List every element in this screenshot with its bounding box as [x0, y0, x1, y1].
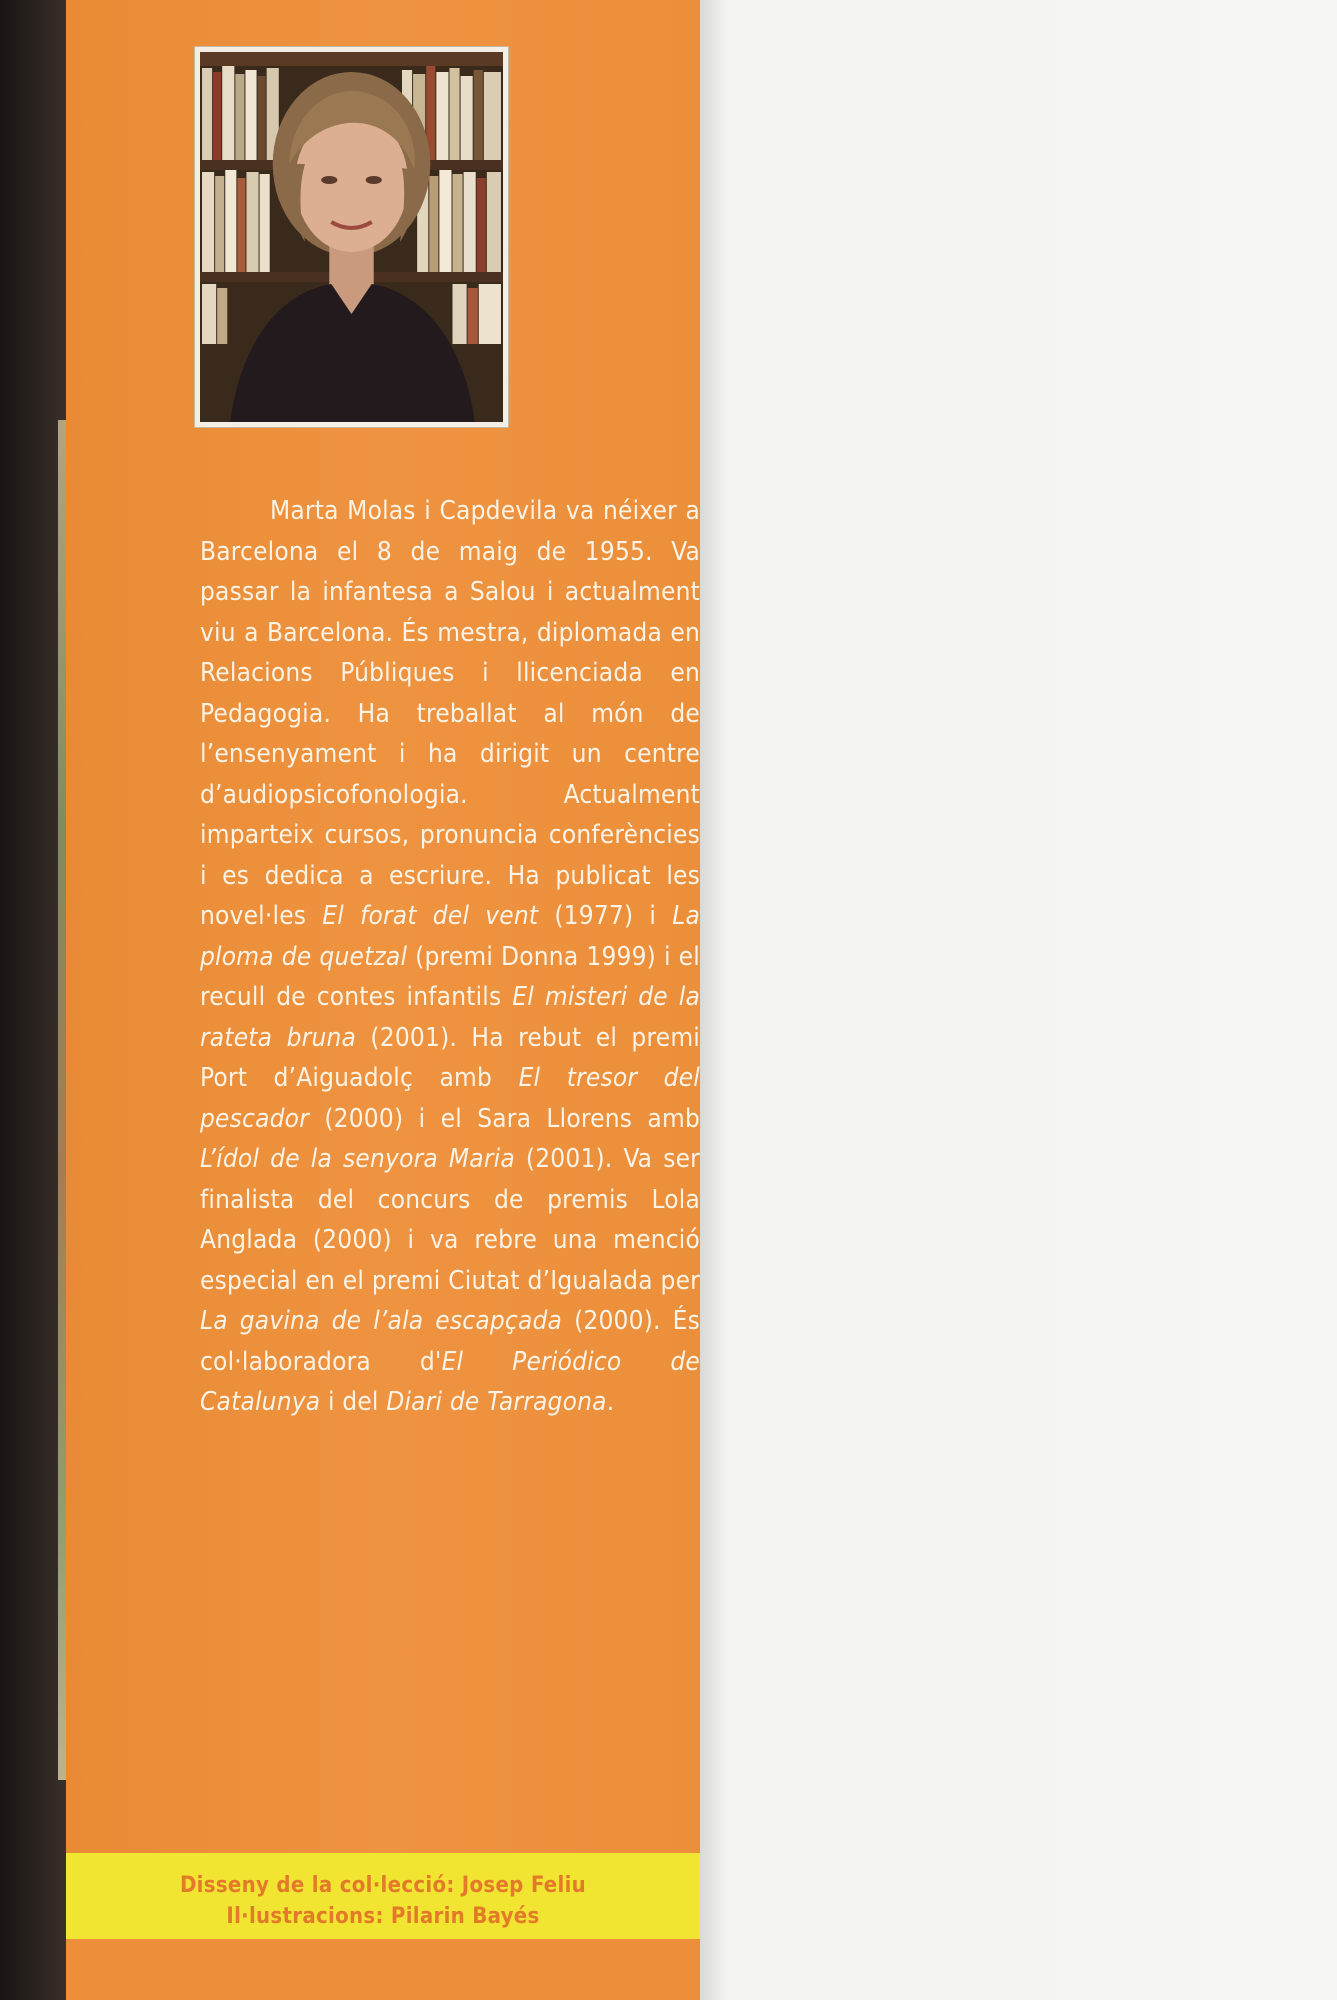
book-spine: [0, 0, 66, 2000]
author-biography: Marta Molas i Capdevila va néixer a Barcelona el 8 de maig de 1955. Va passar la infantesa a Salou i actualment viu a Barcelona. És mestra, diplomada en Relacions Públiques i llicenciada en Pedagogia. Ha treballat al món de l’ensenyament i ha dirigit un centre d’audiopsicofonologia. Actualment imparteix cursos, pronuncia conferències i es dedica a escriure. Ha publicat les novel·les El forat del vent (1977) i La ploma de quetzal (premi Donna 1999) i el recull de contes infantils El misteri de la rateta bruna (2001). Ha rebut el premi Port d’Aiguadolç amb El tresor del pescador (2000) i el Sara Llorens amb L’ídol de la senyora Maria (2001). Va ser finalista del concurs de premis Lola Anglada (2000) i va rebre una menció especial en el premi Ciutat d’Igualada per La gavina de l’ala escapçada (2000). És col·laboradora d'El Periódico de Catalunya i del Diari de Tarragona.: [200, 496, 701, 1417]
author-photo: [194, 46, 509, 428]
book-title: El misteri de la rateta bruna: [200, 982, 701, 1053]
book-title: El forat del vent: [322, 901, 539, 931]
newspaper-title: El Periódico de Catalunya: [200, 1346, 700, 1417]
newspaper-title: Diari de Tarragona: [386, 1387, 607, 1417]
book-title: La ploma de quetzal: [200, 901, 700, 972]
book-title: L’ídol de la senyora Maria: [200, 1144, 515, 1174]
design-credit: Disseny de la col·lecció: Josep Feliu: [179, 1873, 587, 1898]
book-title: El tresor del pescador: [200, 1063, 701, 1134]
author-portrait-image: [200, 52, 503, 422]
illustration-credit: Il·lustracions: Pilarin Bayés: [226, 1904, 540, 1929]
credits-band: [66, 1853, 700, 1939]
blank-inner-page: [700, 0, 1337, 2000]
book-title: La gavina de l’ala escapçada: [200, 1306, 563, 1336]
flap-bottom-strip: [66, 1939, 700, 2000]
back-flap: [66, 0, 700, 2000]
